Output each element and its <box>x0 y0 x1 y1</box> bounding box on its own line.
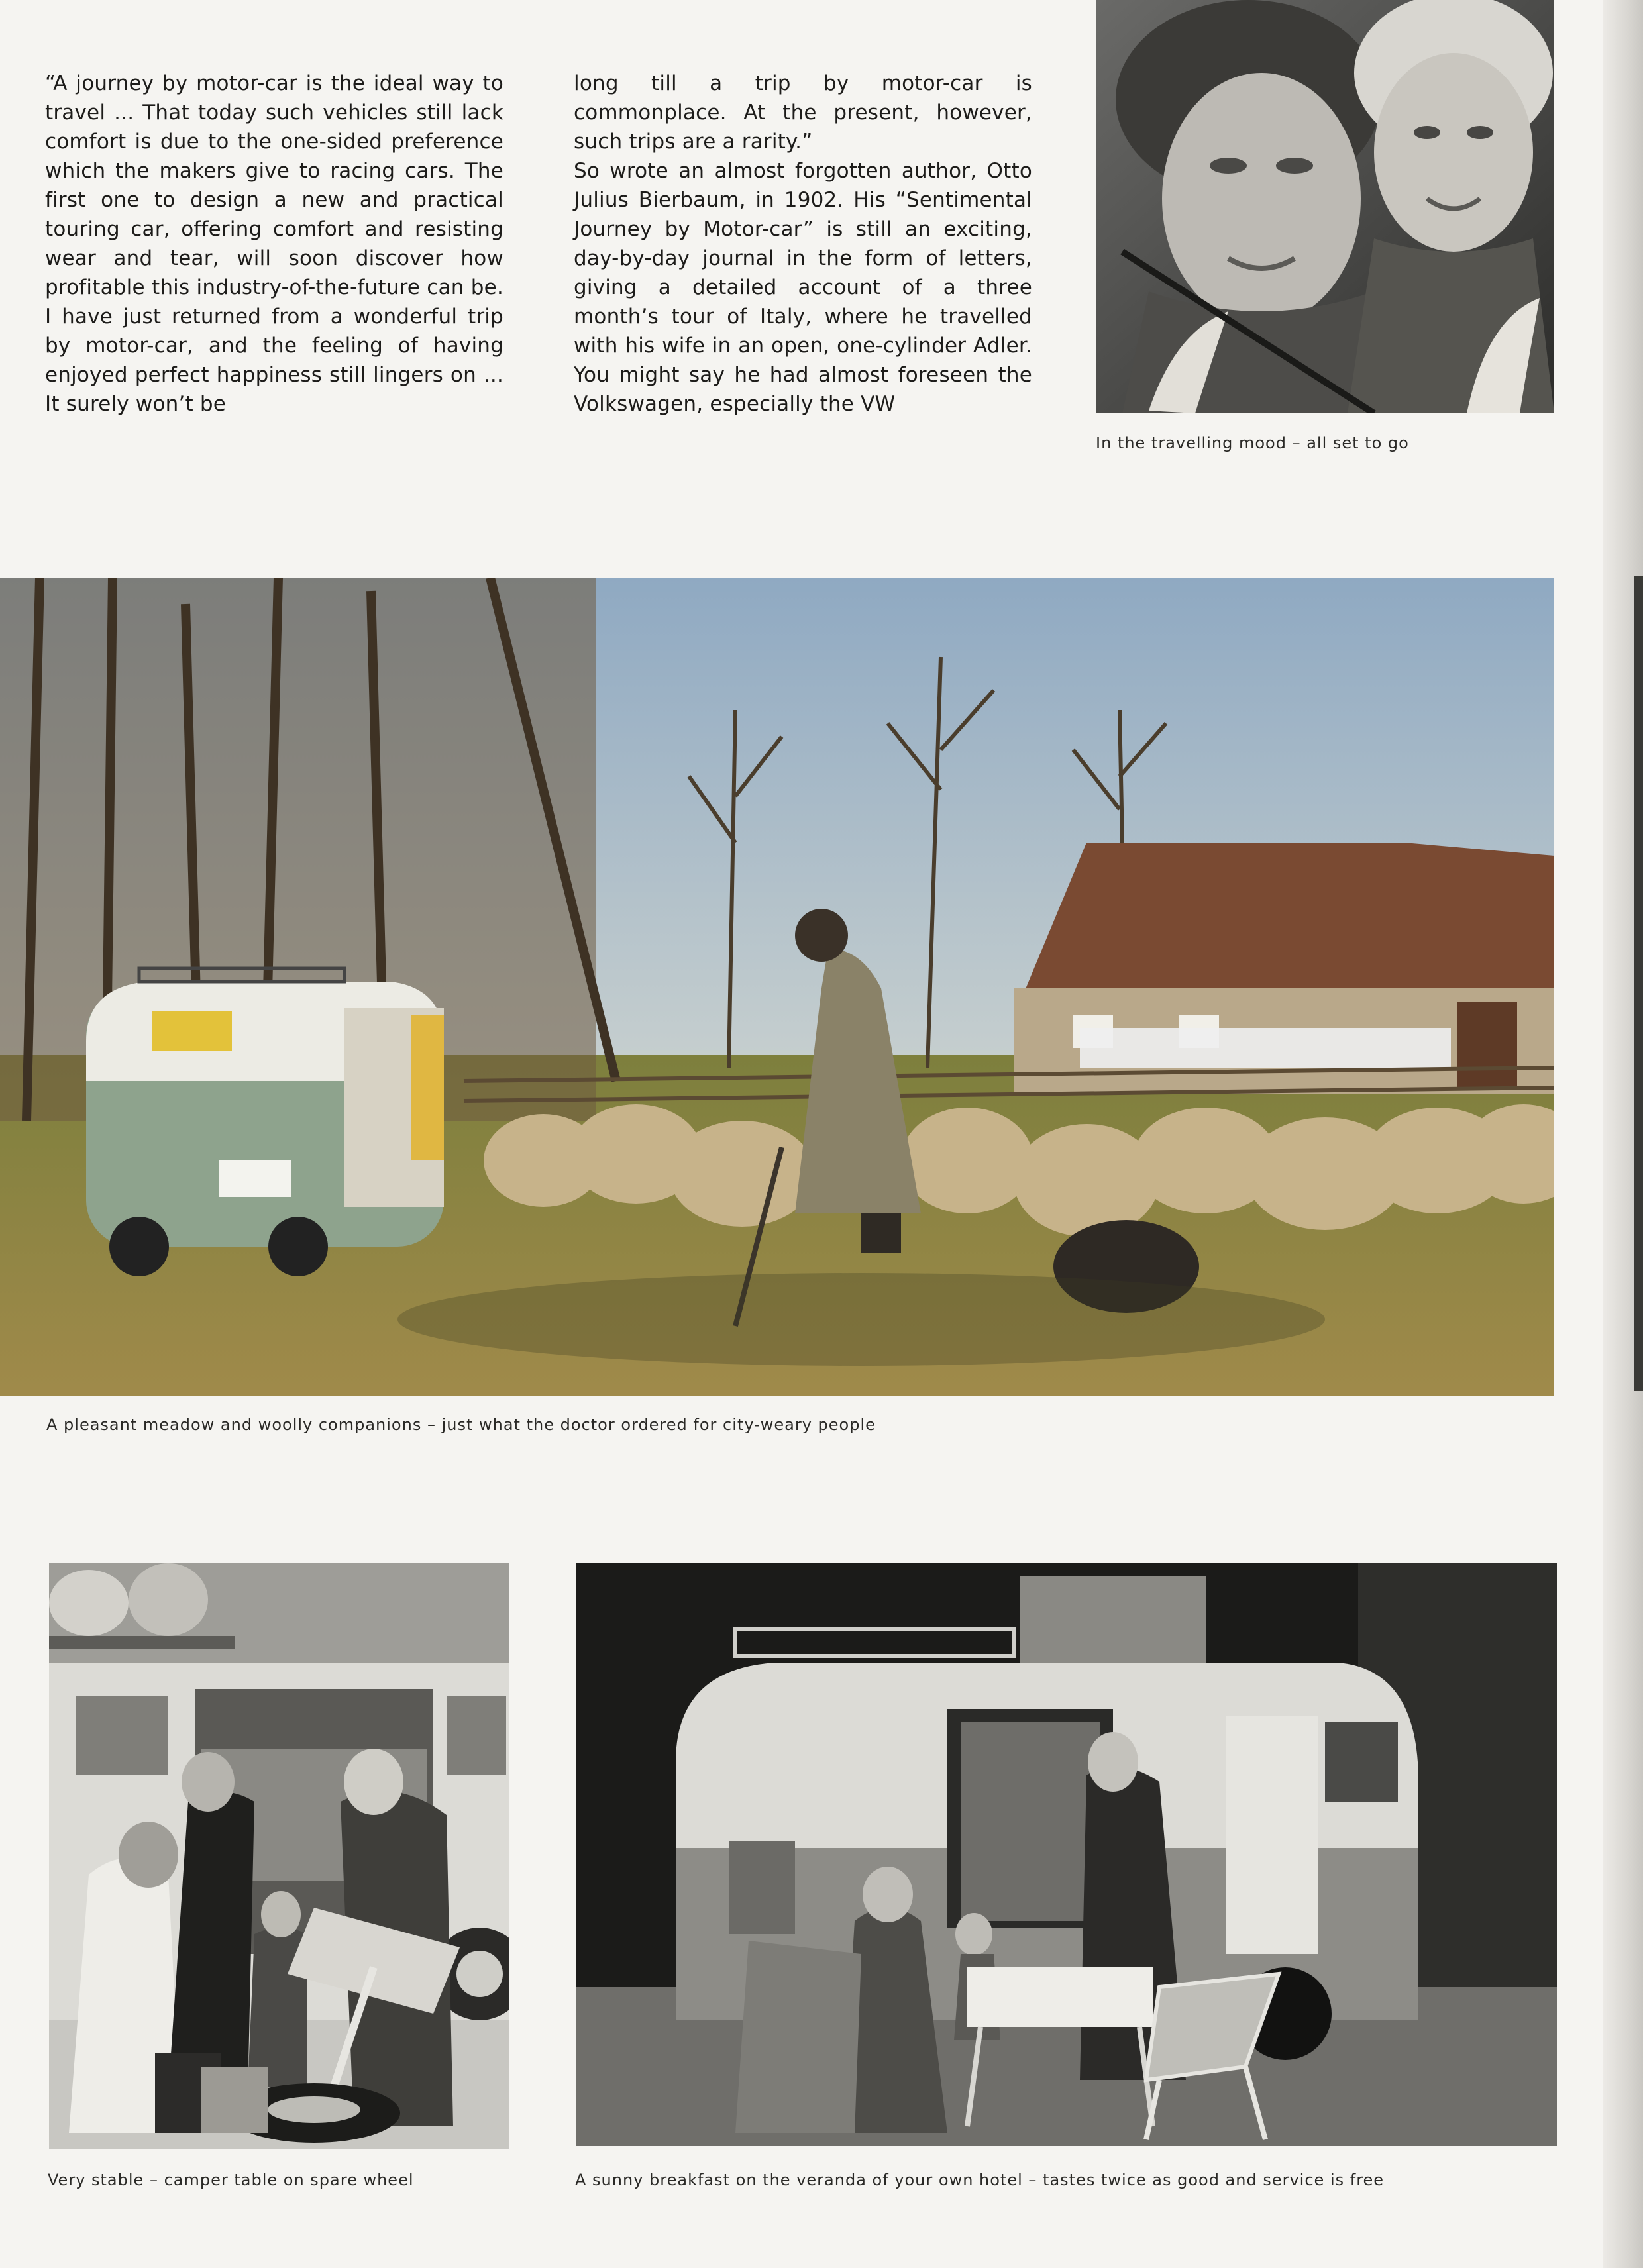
next-page-strip <box>1634 576 1643 1391</box>
portrait-photo <box>1096 0 1554 413</box>
spare-wheel-caption: Very stable – camper table on spare wheel <box>48 2171 414 2189</box>
portrait-caption: In the travelling mood – all set to go <box>1096 434 1409 452</box>
meadow-photo <box>0 578 1554 1396</box>
article-paragraph: long till a trip by motor-car is commonplace. At the present, however, such trips are a rarity.” <box>574 72 1032 154</box>
article-column-2 <box>574 69 1032 419</box>
meadow-caption: A pleasant meadow and woolly companions – just what the doctor ordered for city-weary people <box>46 1416 876 1434</box>
article-paragraph: “A journey by motor-car is the ideal way to travel ... That today such vehicles still lack comfort is due to the one-sided preference which the makers give to racing cars. The first one to design a new and practical touring car, offering comfort and resisting wear and tear, will soon discover how profitable this industry-of-the-future can be. I have just returned from a wonderful trip by motor-car, and the feeling of having enjoyed perfect happiness still lingers on ... It surely won’t be <box>45 72 504 416</box>
breakfast-photo <box>576 1563 1557 2146</box>
page-edge <box>1603 0 1643 2268</box>
breakfast-caption: A sunny breakfast on the veranda of your own hotel – tastes twice as good and service is free <box>575 2171 1385 2189</box>
article-paragraph: So wrote an almost forgotten author, Otto Julius Bierbaum, in 1902. His “Sentimental Journey by Motor-car” is still an exciting, day-by-day journal in the form of letters, giving a detailed account of a three month’s tour of Italy, where he travelled with his wife in an open, one-cylinder Adler. You might say he had almost foreseen the Volkswagen, especially the VW <box>574 159 1032 416</box>
article-column-1 <box>45 69 504 419</box>
spare-wheel-photo <box>49 1563 509 2149</box>
